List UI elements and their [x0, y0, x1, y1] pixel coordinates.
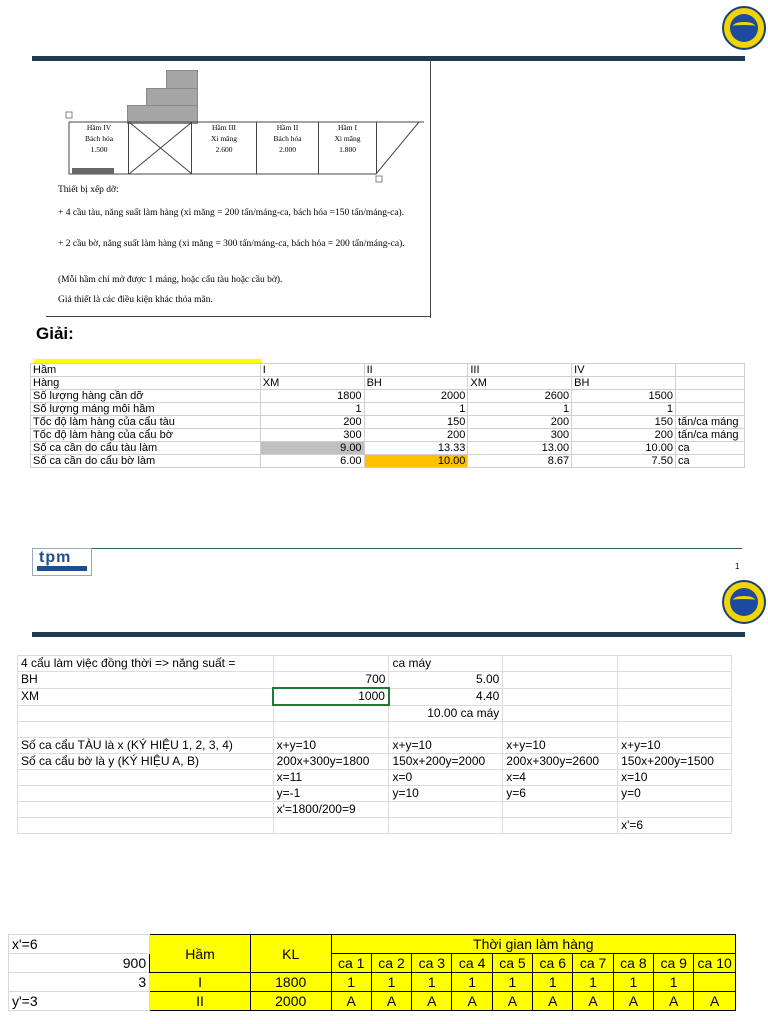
table-row: [31, 390, 745, 403]
cell: Tốc độ làm hàng của cẩu bờ: [31, 429, 261, 442]
table-row: [18, 722, 732, 738]
cell: [675, 403, 744, 416]
cell: [503, 672, 618, 689]
solution-heading: Giải:: [36, 324, 74, 343]
hold-ii: Hầm II Bách hóa 2.000: [257, 122, 319, 174]
cell: Tốc độ làm hàng của cẩu tàu: [31, 416, 261, 429]
cell: 10.00: [572, 442, 676, 455]
table-row: [31, 364, 745, 377]
shift-header: ca 5: [492, 954, 532, 973]
shift-cell: 1: [533, 973, 573, 992]
cell: 700: [273, 672, 389, 689]
table-row: [31, 403, 745, 416]
cell: 200: [364, 429, 468, 442]
shift-cell: A: [371, 992, 411, 1011]
cell: 2600: [468, 390, 572, 403]
company-logo-icon: [722, 580, 766, 624]
cell: [273, 705, 389, 722]
cell: 300: [260, 429, 364, 442]
diagram-border: [46, 316, 431, 317]
cell: Số ca cần do cẩu bờ làm: [31, 455, 261, 468]
cargo-block: [166, 70, 198, 90]
cell: [18, 818, 274, 834]
shift-header: ca 8: [613, 954, 653, 973]
table-row: [9, 992, 736, 1011]
header-kl: KL: [250, 935, 331, 973]
company-logo-icon: [722, 6, 766, 50]
cell: Hàng: [31, 377, 261, 390]
cell: 13.00: [468, 442, 572, 455]
cell: 1500: [572, 390, 676, 403]
shift-cell: 1: [452, 973, 492, 992]
table-row: [9, 935, 736, 954]
table-row: [31, 442, 745, 455]
paragraph: + 2 cầu bờ, năng suất làm hàng (xi măng = 300 tấn/máng-ca, bách hóa = 200 tấn/máng-ca).: [58, 239, 405, 249]
cell: Số ca cẩu TÀU là x (KÝ HIỆU 1, 2, 3, 4): [18, 738, 274, 754]
cell: 150: [572, 416, 676, 429]
cell: x+y=10: [618, 738, 732, 754]
cell: ca: [675, 455, 744, 468]
cell: [675, 377, 744, 390]
table-row: [18, 705, 732, 722]
cell: II: [364, 364, 468, 377]
table-row: [18, 786, 732, 802]
cell: y'=3: [9, 992, 150, 1011]
cell: BH: [364, 377, 468, 390]
paragraph: + 4 cầu tàu, năng suất làm hàng (xi măng = 200 tấn/máng-ca, bách hóa =150 tấn/máng-ca).: [58, 208, 405, 218]
cell: [18, 802, 274, 818]
shift-cell: A: [492, 992, 532, 1011]
shift-cell: A: [573, 992, 613, 1011]
cell: 5.00: [389, 672, 503, 689]
hold-empty: [129, 122, 192, 174]
cell: x'=6: [9, 935, 150, 954]
cell: [675, 390, 744, 403]
cell: [503, 656, 618, 672]
shift-header: ca 1: [331, 954, 371, 973]
shift-header: ca 6: [533, 954, 573, 973]
header-rule: [32, 56, 745, 61]
table-row: [31, 416, 745, 429]
selected-cell[interactable]: 1000: [273, 688, 389, 705]
cell: [618, 672, 732, 689]
cell: 1800: [260, 390, 364, 403]
shift-cell: [694, 973, 736, 992]
cell: 3: [9, 973, 150, 992]
cell: [389, 802, 503, 818]
cell: IV: [572, 364, 676, 377]
shift-cell: 1: [573, 973, 613, 992]
shift-cell: 1: [412, 973, 452, 992]
cell: [273, 656, 389, 672]
cell: 150x+200y=2000: [389, 754, 503, 770]
cell: 13.33: [364, 442, 468, 455]
shift-cell: A: [613, 992, 653, 1011]
cell: XM: [468, 377, 572, 390]
table-row: [9, 973, 736, 992]
cell: III: [468, 364, 572, 377]
hold-i: Hầm I Xi măng 1.800: [319, 122, 377, 174]
shift-calculation-table: [30, 363, 745, 468]
cell: 6.00: [260, 455, 364, 468]
cell: [18, 705, 274, 722]
footer-rule: [92, 548, 742, 549]
cell: 200: [572, 429, 676, 442]
cell: tấn/ca máng: [675, 429, 744, 442]
paragraph: (Mỗi hầm chỉ mở được 1 máng, hoặc cẩu tàu hoặc cầu bờ).: [58, 275, 283, 285]
cell: BH: [18, 672, 274, 689]
cell: [503, 705, 618, 722]
cell: x+y=10: [389, 738, 503, 754]
cell: [503, 688, 618, 705]
cell: 8.67: [468, 455, 572, 468]
shift-cell: 1: [613, 973, 653, 992]
cell: [675, 364, 744, 377]
cell: ca máy: [389, 656, 503, 672]
cell: XM: [18, 688, 274, 705]
cell: 300: [468, 429, 572, 442]
hold-iv: Hầm IV Bách hóa 1.500: [70, 122, 129, 174]
cell: Số lượng máng mỗi hầm: [31, 403, 261, 416]
cell: 1: [260, 403, 364, 416]
loading-schedule-table: [8, 934, 736, 1011]
table-row: [31, 429, 745, 442]
cell-highlighted: 9.00: [260, 442, 364, 455]
cell: x=10: [618, 770, 732, 786]
table-row: [18, 754, 732, 770]
cell: [18, 722, 274, 738]
cell: 200x+300y=1800: [273, 754, 389, 770]
cell: tấn/ca máng: [675, 416, 744, 429]
cell: [389, 722, 503, 738]
shift-cell: A: [654, 992, 694, 1011]
cell: [503, 802, 618, 818]
cell: Số lượng hàng cần dỡ: [31, 390, 261, 403]
shift-cell: A: [452, 992, 492, 1011]
cell: x=11: [273, 770, 389, 786]
table-row: [31, 455, 745, 468]
cell: [18, 786, 274, 802]
shift-header: ca 7: [573, 954, 613, 973]
page-number: 1: [735, 562, 740, 571]
cell: y=6: [503, 786, 618, 802]
header-ham: Hầm: [150, 935, 251, 973]
cell: x=4: [503, 770, 618, 786]
ham-cell: I: [150, 973, 251, 992]
table-row: [18, 770, 732, 786]
cell: XM: [260, 377, 364, 390]
cell: 200: [260, 416, 364, 429]
cell: [618, 802, 732, 818]
cell: I: [260, 364, 364, 377]
table-row: [18, 738, 732, 754]
cell: [389, 818, 503, 834]
cell: 200x+300y=2600: [503, 754, 618, 770]
table-row: [18, 818, 732, 834]
table-row: [18, 672, 732, 689]
cell: 4 cẩu làm việc đồng thời => năng suất =: [18, 656, 274, 672]
shift-cell: 1: [492, 973, 532, 992]
cell: 150x+200y=1500: [618, 754, 732, 770]
cell: Số ca cần do cẩu tàu làm: [31, 442, 261, 455]
shift-cell: A: [412, 992, 452, 1011]
cell: [618, 722, 732, 738]
paragraph: Giả thiết là các điều kiện khác thỏa mãn.: [58, 295, 213, 305]
paragraph: Thiết bị xếp dỡ:: [58, 185, 119, 195]
shift-header: ca 9: [654, 954, 694, 973]
cell: 1: [468, 403, 572, 416]
cell: 1: [572, 403, 676, 416]
crane-equation-table: [17, 655, 732, 834]
cell: 150: [364, 416, 468, 429]
shift-header: ca 4: [452, 954, 492, 973]
shift-cell: 1: [654, 973, 694, 992]
cell: x'=1800/200=9: [273, 802, 389, 818]
shift-cell: A: [331, 992, 371, 1011]
shift-cell: A: [533, 992, 573, 1011]
shift-header: ca 3: [412, 954, 452, 973]
tpm-logo-icon: tpm: [32, 548, 92, 576]
cell: 2000: [364, 390, 468, 403]
cell: [503, 818, 618, 834]
header-time: Thời gian làm hàng: [331, 935, 735, 954]
cell: y=0: [618, 786, 732, 802]
shift-header: ca 10: [694, 954, 736, 973]
header-rule: [32, 632, 745, 637]
cell: y=10: [389, 786, 503, 802]
cell: BH: [572, 377, 676, 390]
cell: 200: [468, 416, 572, 429]
cell: x+y=10: [273, 738, 389, 754]
cell: [618, 656, 732, 672]
cell: [503, 722, 618, 738]
table-row: [18, 802, 732, 818]
shift-cell: A: [694, 992, 736, 1011]
cell: 4.40: [389, 688, 503, 705]
cell: 1: [364, 403, 468, 416]
cell: 7.50: [572, 455, 676, 468]
cell-highlighted: 10.00: [364, 455, 468, 468]
shift-cell: 1: [371, 973, 411, 992]
shift-header: ca 2: [371, 954, 411, 973]
table-row: [9, 954, 736, 973]
cell: ca: [675, 442, 744, 455]
table-row: [18, 656, 732, 672]
cell: x+y=10: [503, 738, 618, 754]
cell: [618, 705, 732, 722]
table-row: [18, 688, 732, 705]
cell: y=-1: [273, 786, 389, 802]
hold-iii: Hầm III Xi măng 2.600: [192, 122, 257, 174]
cell: [273, 818, 389, 834]
cell: [273, 722, 389, 738]
table-row: [31, 377, 745, 390]
cell: Hầm: [31, 364, 261, 377]
shift-cell: 1: [331, 973, 371, 992]
diagram-border: [430, 60, 431, 318]
cell: [618, 688, 732, 705]
cell: 900: [9, 954, 150, 973]
cell: x=0: [389, 770, 503, 786]
cell: x'=6: [618, 818, 732, 834]
kl-cell: 2000: [250, 992, 331, 1011]
cell: Số ca cẩu bờ là y (KÝ HIỆU A, B): [18, 754, 274, 770]
kl-cell: 1800: [250, 973, 331, 992]
ham-cell: II: [150, 992, 251, 1011]
cell: 10.00 ca máy: [389, 705, 503, 722]
cell: [18, 770, 274, 786]
